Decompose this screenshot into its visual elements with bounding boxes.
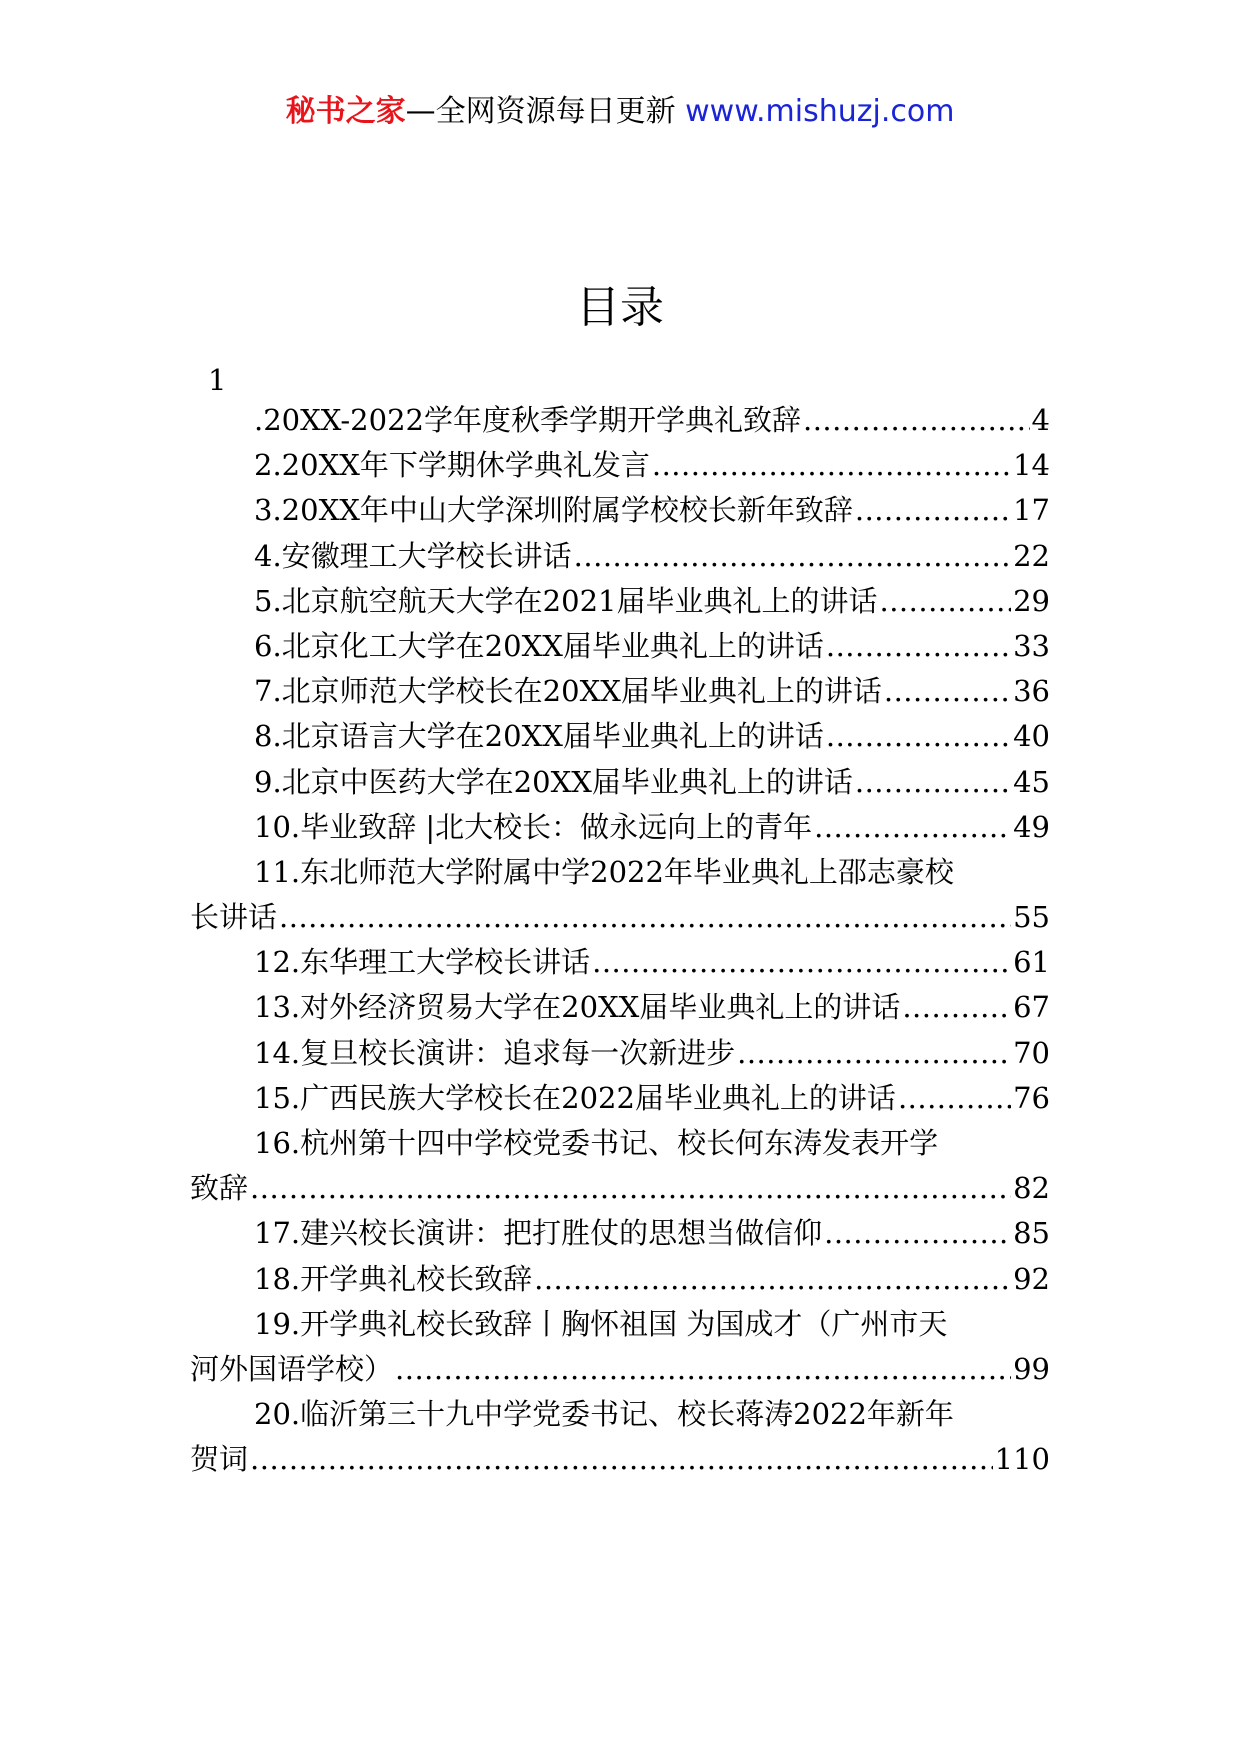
toc-page-number: 22 xyxy=(1013,538,1050,573)
toc-entry[interactable] xyxy=(190,398,1050,443)
toc-entry-line xyxy=(190,534,1050,579)
toc-entry-title: 7.北京师范大学校长在20XX届毕业典礼上的讲话 xyxy=(254,674,882,709)
dot-leader xyxy=(884,669,1011,714)
toc-page-number: 85 xyxy=(1013,1216,1050,1251)
site-url-link[interactable]: www.mishuzj.com xyxy=(685,94,955,129)
toc-entry[interactable] xyxy=(190,1211,1050,1256)
toc-page-number: 76 xyxy=(1013,1080,1050,1115)
toc-page-number: 70 xyxy=(1013,1035,1050,1070)
toc-entry[interactable] xyxy=(190,669,1050,714)
dot-leader xyxy=(279,895,1011,940)
toc-entry-line xyxy=(190,940,1050,985)
toc-entry-line xyxy=(190,1031,1050,1076)
toc-entry[interactable] xyxy=(190,1031,1050,1076)
toc-entry[interactable] xyxy=(190,579,1050,624)
dot-leader xyxy=(879,579,1011,624)
toc-entry-title-continued: 河外国语学校） xyxy=(190,1351,394,1386)
toc-page-number: 17 xyxy=(1013,493,1050,528)
toc-page-number: 55 xyxy=(1013,900,1050,935)
toc-entry[interactable] xyxy=(190,805,1050,850)
toc-entry-line xyxy=(190,714,1050,759)
toc-title: 目录 xyxy=(576,282,664,333)
toc-entry-title-continued: 贺词 xyxy=(190,1442,249,1477)
toc-entry-title: 16.杭州第十四中学校党委书记、校长何东涛发表开学 xyxy=(254,1126,939,1160)
toc-entry-title: 19.开学典礼校长致辞丨胸怀祖国 为国成才（广州市天 xyxy=(254,1306,948,1341)
dot-leader xyxy=(803,398,1030,443)
toc-page-number: 36 xyxy=(1013,674,1050,709)
toc-entry-title: 15.广西民族大学校长在2022届毕业典礼上的讲话 xyxy=(254,1080,896,1115)
toc-page-number: 67 xyxy=(1013,990,1050,1025)
toc-page-number: 29 xyxy=(1013,583,1050,618)
toc-page-number: 40 xyxy=(1013,719,1050,754)
toc-lead-number: 1 xyxy=(208,363,227,397)
toc-entry-title: 12.东华理工大学校长讲话 xyxy=(254,945,591,980)
toc-entry[interactable] xyxy=(190,443,1050,488)
toc-entry[interactable] xyxy=(190,488,1050,533)
toc-entry-line xyxy=(190,1211,1050,1256)
toc-entry-title: 18.开学典礼校长致辞 xyxy=(254,1261,533,1296)
toc-page-number: 4 xyxy=(1031,403,1050,437)
dot-leader xyxy=(574,534,1011,579)
dot-leader xyxy=(250,1166,1011,1211)
dot-leader xyxy=(814,805,1011,850)
toc-entry-line xyxy=(190,850,1050,895)
toc-entry-title: 17.建兴校长演讲：把打胜仗的思想当做信仰 xyxy=(254,1216,823,1251)
toc-page-number: 61 xyxy=(1013,945,1050,980)
toc-entry-line xyxy=(190,895,1050,940)
toc-entry-line xyxy=(190,1121,1050,1166)
dot-leader xyxy=(826,624,1011,669)
dot-leader xyxy=(898,1076,1011,1121)
dot-leader xyxy=(826,714,1011,759)
toc-entry-title: 2.20XX年下学期休学典礼发言 xyxy=(254,448,650,483)
toc-entry[interactable] xyxy=(190,1121,1050,1211)
toc-page-number: 49 xyxy=(1013,809,1050,844)
toc-entry[interactable] xyxy=(190,1257,1050,1302)
toc-entry-line xyxy=(190,805,1050,850)
toc-page-number: 110 xyxy=(994,1442,1050,1477)
toc-entry-title-continued: 长讲话 xyxy=(190,900,278,935)
toc-entry-line xyxy=(190,1302,1050,1347)
dot-leader xyxy=(652,443,1011,488)
toc-entry-line xyxy=(190,669,1050,714)
site-header xyxy=(0,92,1240,132)
dot-leader xyxy=(902,985,1011,1030)
toc-entry-line xyxy=(190,1166,1050,1211)
toc-entry-title: 5.北京航空航天大学在2021届毕业典礼上的讲话 xyxy=(254,583,878,618)
dot-leader xyxy=(737,1031,1011,1076)
toc-entry-title-continued: 致辞 xyxy=(190,1171,249,1206)
toc-entry[interactable] xyxy=(190,714,1050,759)
dot-leader xyxy=(855,760,1011,805)
toc-entry-line xyxy=(190,1076,1050,1121)
toc-entry[interactable] xyxy=(190,850,1050,940)
toc-entry-line xyxy=(190,1392,1050,1437)
toc-entry[interactable] xyxy=(190,760,1050,805)
toc-entry-title: 9.北京中医药大学在20XX届毕业典礼上的讲话 xyxy=(254,764,853,799)
toc-entry-title: 20.临沂第三十九中学党委书记、校长蒋涛2022年新年 xyxy=(254,1397,954,1432)
toc-entry-line xyxy=(190,398,1050,443)
toc-page-number: 99 xyxy=(1013,1351,1050,1386)
toc-entry-title: 8.北京语言大学在20XX届毕业典礼上的讲话 xyxy=(254,719,824,754)
toc-entry[interactable] xyxy=(190,534,1050,579)
toc-entry-title: 6.北京化工大学在20XX届毕业典礼上的讲话 xyxy=(254,628,824,663)
toc-entry[interactable] xyxy=(190,1302,1050,1392)
toc-page-number: 45 xyxy=(1013,764,1050,799)
toc-entry-title: 3.20XX年中山大学深圳附属学校校长新年致辞 xyxy=(254,493,853,528)
toc-entry-line xyxy=(190,1257,1050,1302)
toc-page-number: 82 xyxy=(1013,1171,1050,1206)
toc-entry-line xyxy=(190,1437,1050,1482)
toc-entry[interactable] xyxy=(190,1392,1050,1482)
dot-leader xyxy=(592,940,1011,985)
toc-entry-title: 13.对外经济贸易大学在20XX届毕业典礼上的讲话 xyxy=(254,990,901,1025)
toc-entry-line xyxy=(190,579,1050,624)
toc-page-number: 14 xyxy=(1013,448,1050,483)
toc-entry-line xyxy=(190,488,1050,533)
toc-entry-line xyxy=(190,624,1050,669)
dot-leader xyxy=(250,1437,993,1482)
toc-entry-title: .20XX-2022学年度秋季学期开学典礼致辞 xyxy=(254,403,801,437)
table-of-contents xyxy=(190,398,1050,1483)
toc-entry[interactable] xyxy=(190,985,1050,1030)
toc-entry[interactable] xyxy=(190,624,1050,669)
toc-entry-title: 4.安徽理工大学校长讲话 xyxy=(254,538,572,573)
toc-entry-line xyxy=(190,985,1050,1030)
header-slogan: —全网资源每日更新 xyxy=(405,94,686,129)
brand-name: 秘书之家 xyxy=(285,94,406,129)
toc-entry-title: 14.复旦校长演讲：追求每一次新进步 xyxy=(254,1035,736,1070)
dot-leader xyxy=(824,1211,1011,1256)
toc-entry-title: 11.东北师范大学附属中学2022年毕业典礼上邵志豪校 xyxy=(254,854,954,889)
toc-entry-line xyxy=(190,760,1050,805)
toc-page-number: 92 xyxy=(1013,1261,1050,1296)
toc-entry-line xyxy=(190,443,1050,488)
toc-entry-title: 10.毕业致辞 |北大校长：做永远向上的青年 xyxy=(254,809,813,844)
toc-entry-line xyxy=(190,1347,1050,1392)
toc-entry[interactable] xyxy=(190,940,1050,985)
toc-entry[interactable] xyxy=(190,1076,1050,1121)
dot-leader xyxy=(855,488,1011,533)
dot-leader xyxy=(534,1257,1011,1302)
toc-page-number: 33 xyxy=(1013,628,1050,663)
dot-leader xyxy=(395,1347,1011,1392)
